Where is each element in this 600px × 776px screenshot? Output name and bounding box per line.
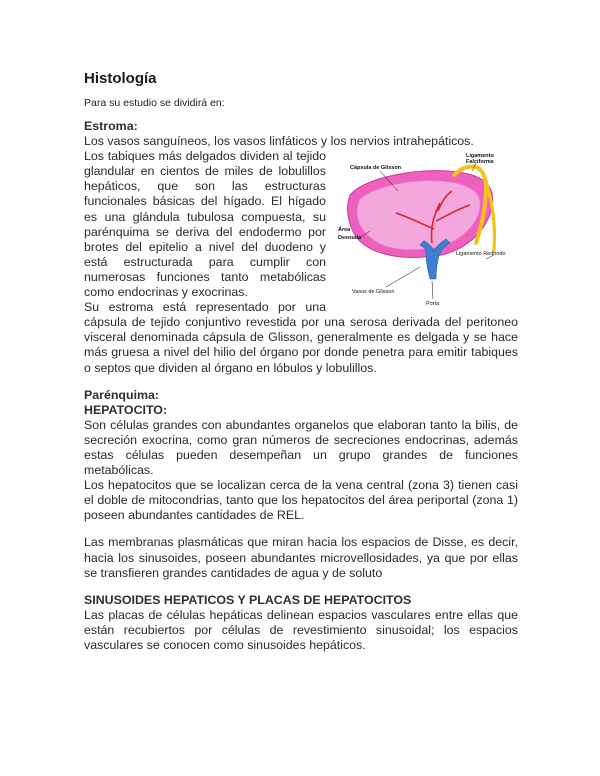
spacer bbox=[84, 376, 518, 388]
section-heading-parenquima: Parénquima: bbox=[84, 387, 160, 402]
label-area-desnuda-2: Desnuda bbox=[338, 235, 362, 242]
leader-porta bbox=[432, 281, 433, 299]
paragraph-parenquima-2: Los hepatocitos que se localizan cerca de la vena central (zona 3) tienen casi el doble de mitocondrias, tanto que los hepatocitos del área periportal (zona 1) poseen abundantes cantidades de REL. bbox=[84, 478, 518, 523]
label-porta: Porta bbox=[426, 301, 440, 308]
label-capsula: Cápsula de Glisson bbox=[350, 165, 402, 172]
paragraph-estroma-3: Su estroma está representado por una cápsula de tejido conjuntivo revestida por una serosa derivada del peritoneo visceral denominada cápsula de Glisson, generalmente es delgada y se hace más gruesa a nivel del hilio del órgano por donde penetra para emitir tabiques o septos que dividen al órgano en lóbulos y lobulillos. bbox=[84, 300, 518, 375]
label-ligamento-redondo: Ligamento Redondo bbox=[456, 251, 506, 258]
label-ligamento-falciforme-2: Falciforme bbox=[466, 159, 494, 166]
page-title: Histología bbox=[84, 70, 157, 87]
subheading-hepatocito: HEPATOCITO: bbox=[84, 402, 168, 417]
section-heading-estroma: Estroma: bbox=[84, 119, 138, 133]
label-ligamento-falciforme-1: Ligamento bbox=[466, 153, 494, 160]
paragraph-parenquima-3: Las membranas plasmáticas que miran hacia los espacios de Disse, es decir, hacia los sinusoides, poseen abundantes microvellosidades, ya que por ellas se transfieren grandes cantidades de agua y de soluto bbox=[84, 535, 518, 580]
spacer bbox=[84, 581, 518, 593]
label-area-desnuda-1: Área bbox=[338, 227, 351, 234]
spacer bbox=[84, 523, 518, 535]
leader-vasos bbox=[386, 267, 420, 287]
document-body bbox=[84, 119, 518, 653]
liver-diagram bbox=[336, 151, 518, 311]
paragraph-parenquima-1: Son células grandes con abundantes organelos que elaboran tanto la bilis, de secreción exocrina, como gran números de secreciones endocrinas, además estas células pueden desempeñan un grupo grandes de funciones metabólicas. bbox=[84, 417, 518, 478]
label-vasos: Vasos de Glisson bbox=[352, 289, 395, 296]
paragraph-sinusoides-1: Las placas de células hepáticas delinean espacios vasculares entre ellas que están recubiertos por células de revestimiento sinusoidal; los espacios vasculares se conocen como sinusoides hepáticos. bbox=[84, 607, 518, 652]
section-heading-sinusoides: SINUSOIDES HEPATICOS Y PLACAS DE HEPATOCITOS bbox=[84, 592, 412, 607]
paragraph-estroma-1: Los vasos sanguíneos, los vasos linfáticos y los nervios intrahepáticos. bbox=[84, 134, 474, 149]
paragraph-estroma-2: Los tabiques más delgados dividen al tejido glandular en cientos de miles de lobulillos hepáticos, que son las estructuras funcionales básicas del hígado. El hígado es una glándula tubulosa compuesta, su parénquima se deriva del endodermo por brotes del epitelio a nivel del duodeno y está estructurada para cumplir con numerosas funciones tanto metabólicas como endocrinas y exocrinas. bbox=[84, 149, 326, 300]
intro-text: Para su estudio se dividirá en: bbox=[84, 97, 225, 109]
